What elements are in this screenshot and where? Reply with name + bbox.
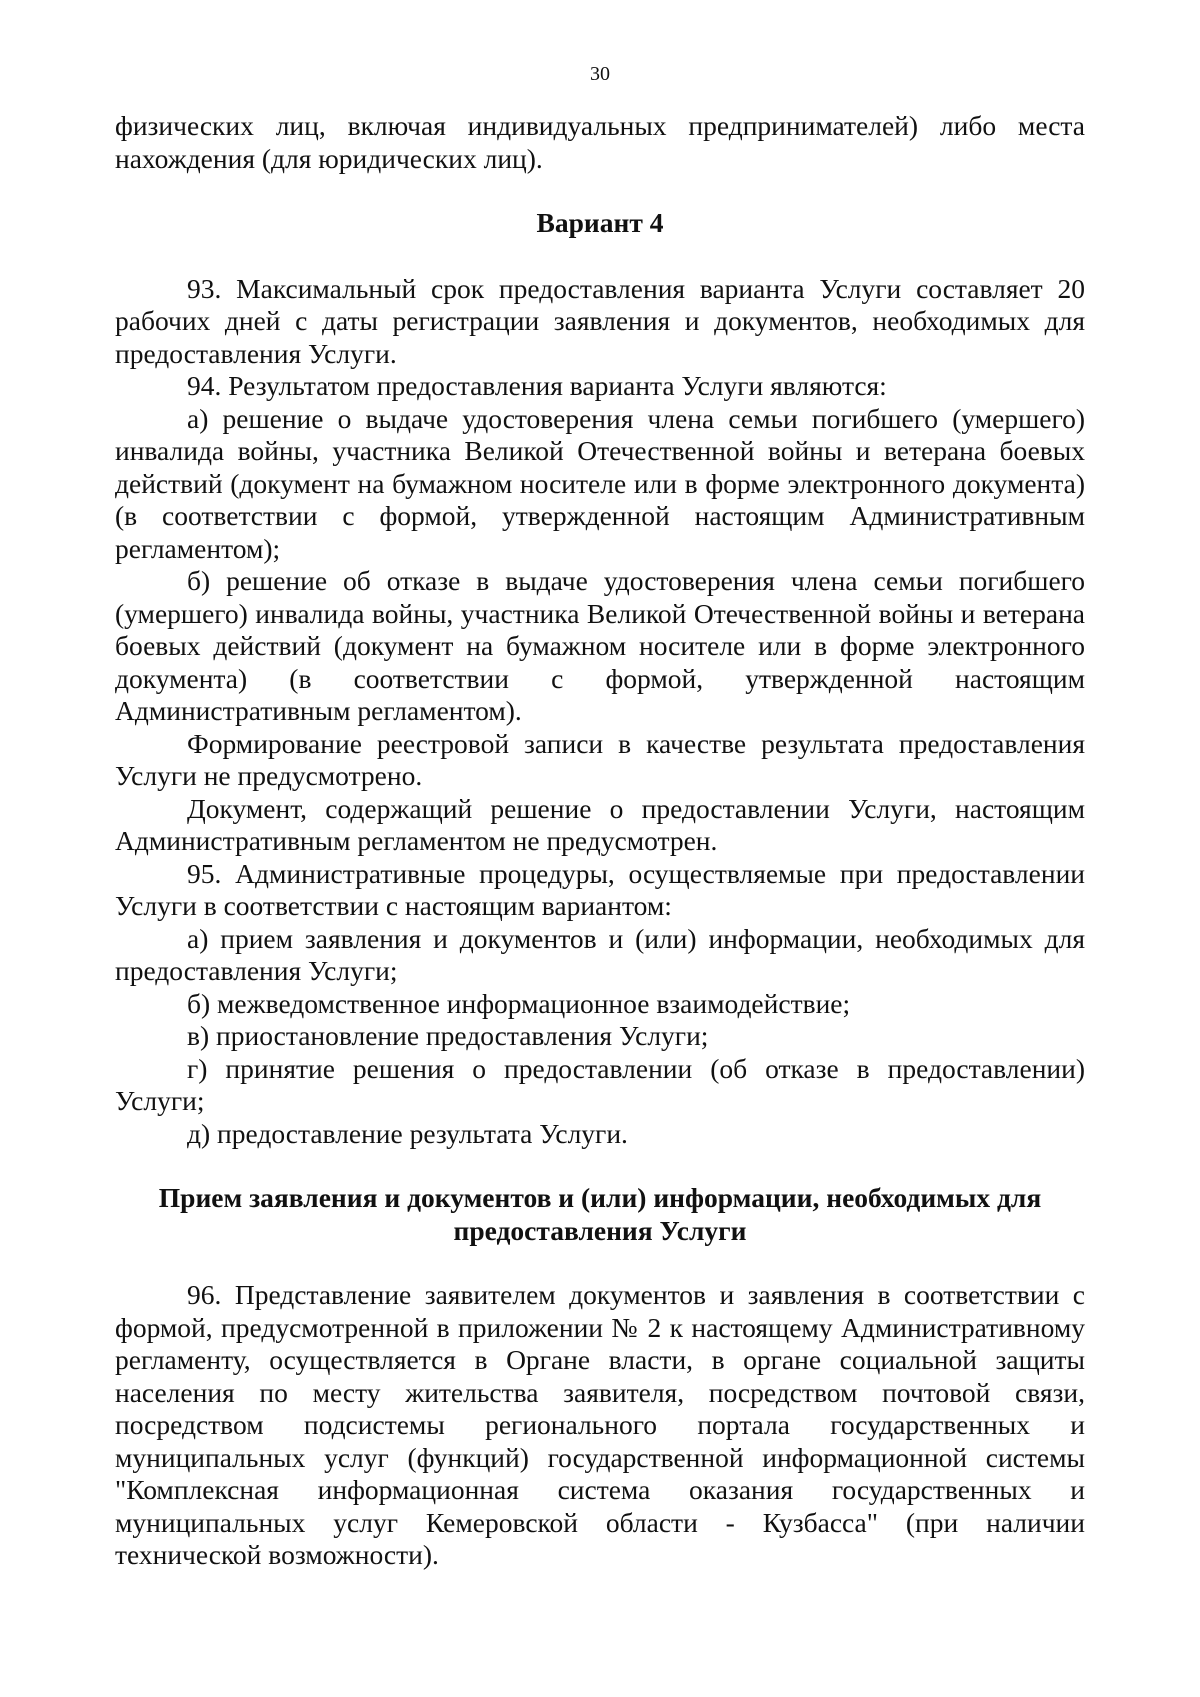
paragraph-95: 95. Административные процедуры, осуществляемые при предоставлении Услуги в соответствии с настоящим вариантом: xyxy=(115,857,1085,921)
paragraph-decision-document: Документ, содержащий решение о предоставлении Услуги, настоящим Административным регламентом не предусмотрен. xyxy=(115,792,1085,856)
paragraph-96: 96. Представление заявителем документов и заявления в соответствии с формой, предусмотренной в приложении № 2 к настоящему Административному регламенту, осуществляется в Органе власти, в органе социальной защиты населения по месту жительства заявителя, посредством почтовой связи, посредством подсистемы регионального портала государственных и муниципальных услуг (функций) государственной информационной системы "Комплексная информационная система оказания государственных и муниципальных услуг Кемеровской области - Кузбасса" (при наличии технической возможности). xyxy=(115,1279,1085,1570)
paragraph-93: 93. Максимальный срок предоставления варианта Услуги составляет 20 рабочих дней с даты регистрации заявления и документов, необходимых для предоставления Услуги. xyxy=(115,272,1085,369)
paragraph-95-b: б) межведомственное информационное взаимодействие; xyxy=(187,987,851,1019)
variant-body xyxy=(115,273,1085,1151)
paragraph-registry-record: Формирование реестровой записи в качестве результата предоставления Услуги не предусмотрено. xyxy=(115,727,1085,791)
section-heading-line1: Прием заявления и документов и (или) информации, необходимых для xyxy=(158,1182,1042,1213)
document-page xyxy=(115,62,1085,1572)
paragraph-94-b: б) решение об отказе в выдаче удостоверения члена семьи погибшего (умершего) инвалида войны, участника Великой Отечественной войны и ветерана боевых действий (документ на бумажном носителе или в форме электронного документа) (в соответствии с формой, утвержденной настоящим Административным регламентом). xyxy=(115,565,1085,726)
intro-paragraph: физических лиц, включая индивидуальных предпринимателей) либо места нахождения (для юридических лиц). xyxy=(115,110,1085,174)
paragraph-94: 94. Результатом предоставления варианта Услуги являются: xyxy=(187,370,887,401)
section-body xyxy=(115,1279,1085,1572)
section-heading-line2: предоставления Услуги xyxy=(453,1214,747,1246)
paragraph-94-a: а) решение о выдаче удостоверения члена семьи погибшего (умершего) инвалида войны, участника Великой Отечественной войны и ветерана боевых действий (документ на бумажном носителе или в форме электронного документа) (в соответствии с формой, утвержденной настоящим Административным регламентом); xyxy=(115,402,1085,564)
paragraph-95-e: д) предоставление результата Услуги. xyxy=(187,1117,628,1149)
paragraph-95-a: а) прием заявления и документов и (или) информации, необходимых для предоставления Услуги; xyxy=(115,922,1085,986)
paragraph-95-c: в) приостановление предоставления Услуги; xyxy=(187,1020,709,1051)
variant-heading: Вариант 4 xyxy=(536,207,664,238)
section-heading xyxy=(115,1182,1085,1247)
page-number: 30 xyxy=(590,63,610,85)
paragraph-95-d: г) принятие решения о предоставлении (об отказе в предоставлении) Услуги; xyxy=(115,1052,1085,1116)
